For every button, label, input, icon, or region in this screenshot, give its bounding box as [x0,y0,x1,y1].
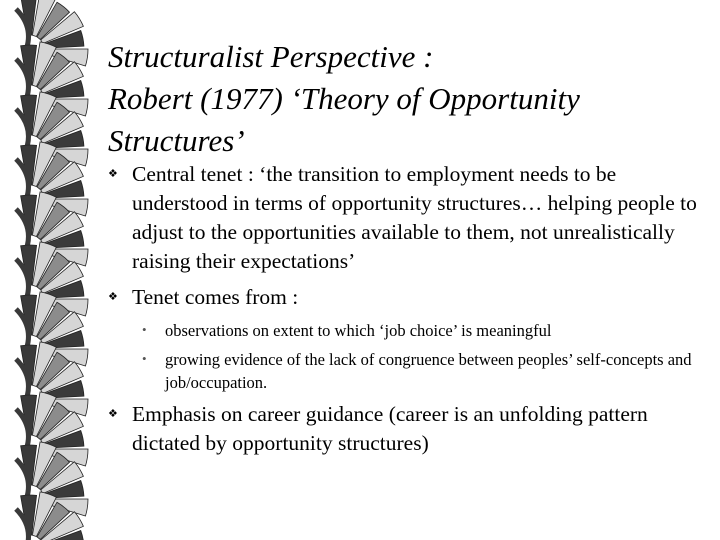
sub-bullet-item [141,319,708,342]
diamond-bullet-icon: ❖ [108,291,118,303]
diamond-bullet-icon: ❖ [108,408,118,420]
sub-bullet-text: growing evidence of the lack of congruence between peoples’ self-concepts and job/occupation. [165,350,692,392]
bullet-item [108,400,708,458]
diamond-bullet-icon: ❖ [108,168,118,180]
bullet-item [108,160,708,276]
title-line-2: Robert (1977) ‘Theory of Opportunity [108,81,580,116]
bullet-text: Central tenet : ‘the transition to employment needs to be understood in terms of opportunity structures… helping people to adjust to the opportunities available to them, not unrealistically raising their expectations’ [132,162,697,273]
title-line-1: Structuralist Perspective : [108,39,434,74]
dot-bullet-icon: • [142,351,147,366]
sub-bullet-item [141,348,708,394]
decorative-ribbon-border [0,0,100,540]
title-line-3: Structures’ [108,123,245,158]
dot-bullet-icon: • [142,322,147,337]
bullet-item [108,283,708,312]
slide-body [108,160,708,465]
slide-title [108,36,698,162]
sub-bullet-text: observations on extent to which ‘job choice’ is meaningful [165,321,552,340]
bullet-text: Emphasis on career guidance (career is an unfolding pattern dictated by opportunity structures) [132,402,648,455]
bullet-text: Tenet comes from : [132,285,299,309]
